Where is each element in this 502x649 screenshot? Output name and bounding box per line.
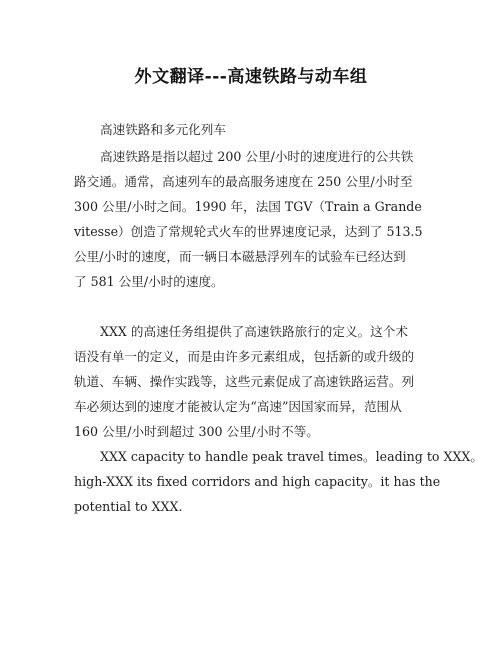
paragraph-line: 160 公里/小时到超过 300 公里/小时不等。 <box>74 424 319 439</box>
paragraph-line: 路交通。通常，高速列车的最高服务速度在 250 公里/小时至 <box>74 174 413 189</box>
paragraph-line: vitesse）创造了常规轮式火车的世界速度记录，达到了 513.5 <box>74 224 423 239</box>
paragraph-line: XXX capacity to handle peak travel times。leading to XXX。 <box>100 449 483 464</box>
paragraph-line: 了 581 公里/小时的速度。 <box>74 274 224 289</box>
paragraph-line: 公里/小时的速度，而一辆日本磁悬浮列车的试验车已经达到 <box>74 249 406 264</box>
paragraph-line: 轨道、车辆、操作实践等，这些元素促成了高速铁路运营。列 <box>74 374 415 389</box>
paragraph-line: 车必须达到的速度才能被认定为“高速”因国家而异，范围从 <box>74 399 402 414</box>
section-heading: 高速铁路和多元化列车 <box>100 122 226 137</box>
document-title: 外文翻译---高速铁路与动车组 <box>134 67 368 87</box>
paragraph-line: 高速铁路是指以超过 200 公里/小时的速度进行的公共铁 <box>100 149 414 164</box>
paragraph-line: 语没有单一的定义，而是由许多元素组成，包括新的或升级的 <box>74 349 415 364</box>
paragraph-line: XXX 的高速任务组提供了高速铁路旅行的定义。这个术 <box>100 324 408 339</box>
paragraph-line: high-XXX its fixed corridors and high capacity。it has the <box>74 474 441 489</box>
paragraph-line: potential to XXX. <box>74 499 183 514</box>
paragraph-line: 300 公里/小时之间。1990 年，法国 TGV（Train a Grande <box>74 199 422 214</box>
